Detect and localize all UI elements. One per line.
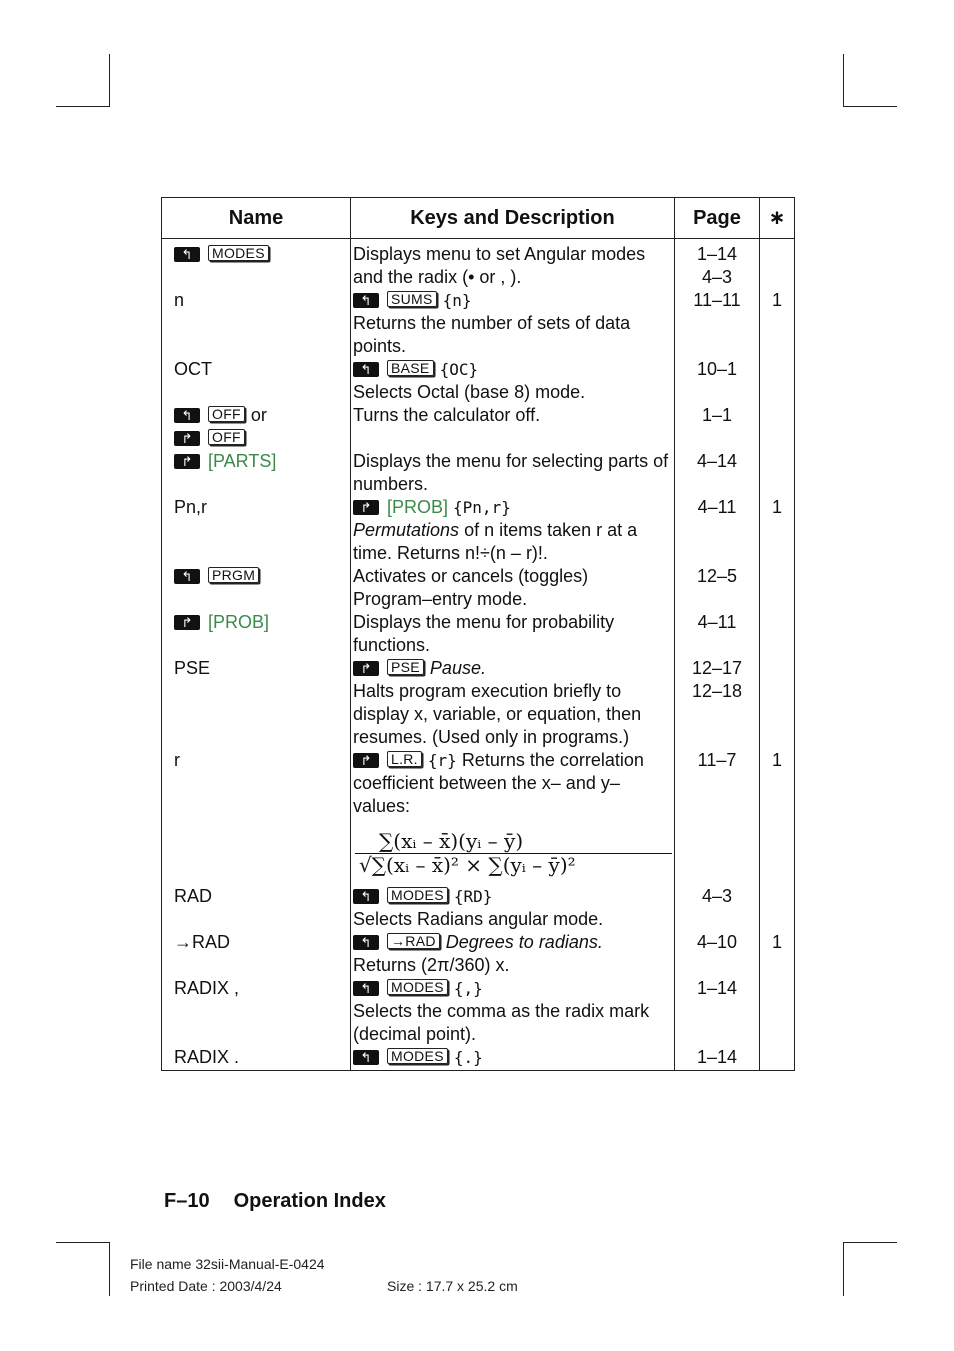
left-shift-key-icon: ↰ xyxy=(353,293,379,308)
page-cell: 1–14 xyxy=(675,1046,760,1071)
star-cell xyxy=(760,450,795,496)
table-row xyxy=(162,358,795,404)
modes-key: MODES xyxy=(387,887,448,903)
star-cell xyxy=(760,565,795,611)
correlation-formula xyxy=(355,830,672,877)
page-cell: 4–3 xyxy=(675,885,760,931)
menu-item: {.} xyxy=(453,1048,483,1067)
star-cell: 1 xyxy=(760,496,795,565)
modes-key: MODES xyxy=(387,979,448,995)
star-cell: 1 xyxy=(760,289,795,358)
crop-mark xyxy=(843,54,844,106)
prob-menu-label: [PROB] xyxy=(208,612,270,632)
italic-term: Degrees to radians. xyxy=(445,932,603,952)
menu-item: {OC} xyxy=(439,360,479,379)
page-footer-title xyxy=(164,1190,386,1213)
right-shift-key-icon: ↱ xyxy=(353,661,379,676)
name-header: Name xyxy=(162,198,351,239)
table-row xyxy=(162,496,795,565)
table-row xyxy=(162,931,795,977)
description-cell: Displays menu to set Angular modes and the radix (• or , ). xyxy=(351,239,675,290)
star-cell xyxy=(760,885,795,931)
page-cell: 4–14 xyxy=(675,450,760,496)
right-shift-key-icon: ↱ xyxy=(353,753,379,768)
description-cell xyxy=(351,1046,675,1071)
prob-menu-label: [PROB] xyxy=(387,497,449,517)
description-cell xyxy=(351,977,675,1046)
description-cell xyxy=(351,749,675,885)
size-text: Size : 17.7 x 25.2 cm xyxy=(387,1278,518,1294)
description-text: Returns the number of sets of data points. xyxy=(353,313,631,356)
star-cell xyxy=(760,1046,795,1071)
table-row xyxy=(162,657,795,749)
right-shift-key-icon: ↱ xyxy=(174,454,200,469)
page-cell: 10–1 xyxy=(675,358,760,404)
description-text: Halts program execution briefly to display x, variable, or equation, then resumes. (Used only in programs.) xyxy=(353,681,642,747)
name-cell xyxy=(162,404,351,450)
operation-index-table xyxy=(161,197,795,1071)
name-cell: Pn,r xyxy=(162,496,351,565)
page-ref: 4–3 xyxy=(701,267,733,287)
description-cell xyxy=(351,657,675,749)
menu-item: {Pn,r} xyxy=(453,498,511,517)
keys-description-header: Keys and Description xyxy=(351,198,675,239)
crop-mark xyxy=(109,54,110,106)
sums-key: SUMS xyxy=(387,291,437,307)
description-cell: Turns the calculator off. xyxy=(351,404,675,450)
description-cell: Activates or cancels (toggles) Program–entry mode. xyxy=(351,565,675,611)
name-cell: OCT xyxy=(162,358,351,404)
description-cell xyxy=(351,358,675,404)
left-shift-key-icon: ↰ xyxy=(353,889,379,904)
table-row xyxy=(162,289,795,358)
description-text: Selects Radians angular mode. xyxy=(353,909,604,929)
page-ref: 1–14 xyxy=(696,244,738,264)
page-cell: 11–7 xyxy=(675,749,760,885)
table-row xyxy=(162,885,795,931)
crop-mark xyxy=(56,1242,110,1243)
section-title: Operation Index xyxy=(233,1190,386,1212)
description-text: Returns the correlation coefficient between the x– and y–values: xyxy=(353,750,644,816)
table-row xyxy=(162,749,795,885)
name-cell xyxy=(162,239,351,290)
description-cell: Displays the menu for probability functions. xyxy=(351,611,675,657)
left-shift-key-icon: ↰ xyxy=(353,935,379,950)
table-row xyxy=(162,239,795,290)
table-row xyxy=(162,977,795,1046)
description-text: Selects the comma as the radix mark (decimal point). xyxy=(353,1001,650,1044)
table-row xyxy=(162,565,795,611)
crop-mark xyxy=(56,106,110,107)
name-cell: RADIX , xyxy=(162,977,351,1046)
star-cell xyxy=(760,239,795,290)
left-shift-key-icon: ↰ xyxy=(174,569,200,584)
page-cell: 11–11 xyxy=(675,289,760,358)
menu-item: {n} xyxy=(442,291,472,310)
to-rad-key: →RAD xyxy=(387,933,440,949)
printed-date-text: Printed Date : 2003/4/24 xyxy=(130,1278,282,1294)
crop-mark xyxy=(843,1242,844,1296)
description-cell xyxy=(351,931,675,977)
menu-item: {RD} xyxy=(453,887,493,906)
off-key: OFF xyxy=(208,429,245,445)
formula-denominator: √∑(xᵢ – x̄)² × ∑(yᵢ – ȳ)² xyxy=(359,853,576,877)
page-cell: 4–11 xyxy=(675,496,760,565)
left-shift-key-icon: ↰ xyxy=(353,362,379,377)
star-cell: 1 xyxy=(760,749,795,885)
star-cell xyxy=(760,404,795,450)
page-header: Page xyxy=(675,198,760,239)
star-cell: 1 xyxy=(760,931,795,977)
left-shift-key-icon: ↰ xyxy=(174,408,200,423)
or-text: or xyxy=(250,405,267,425)
menu-item: {,} xyxy=(453,979,483,998)
name-cell: n xyxy=(162,289,351,358)
name-cell: RAD xyxy=(162,885,351,931)
lr-key: L.R. xyxy=(387,751,422,767)
left-shift-key-icon: ↰ xyxy=(174,247,200,262)
table-row xyxy=(162,404,795,450)
italic-term: Permutations xyxy=(353,520,460,540)
right-shift-key-icon: ↱ xyxy=(353,500,379,515)
star-cell xyxy=(760,657,795,749)
page-cell: 4–11 xyxy=(675,611,760,657)
description-cell xyxy=(351,289,675,358)
description-text: of n items taken r at a time. Returns n!÷(n – r)!. xyxy=(353,520,638,563)
formula-numerator: ∑(xᵢ – x̄)(yᵢ – ȳ) xyxy=(355,830,672,854)
description-cell xyxy=(351,885,675,931)
file-name-text: File name 32sii-Manual-E-0424 xyxy=(130,1256,325,1272)
off-key: OFF xyxy=(208,406,245,422)
page-cell xyxy=(675,657,760,749)
crop-mark xyxy=(843,1242,897,1243)
left-shift-key-icon: ↰ xyxy=(353,1050,379,1065)
description-cell: Displays the menu for selecting parts of numbers. xyxy=(351,450,675,496)
name-cell xyxy=(162,611,351,657)
star-cell xyxy=(760,358,795,404)
name-cell xyxy=(162,450,351,496)
name-cell: r xyxy=(162,749,351,885)
page-cell: 4–10 xyxy=(675,931,760,977)
right-shift-key-icon: ↱ xyxy=(174,431,200,446)
description-text: Selects Octal (base 8) mode. xyxy=(353,382,586,402)
base-key: BASE xyxy=(387,360,434,376)
page-ref: 12–18 xyxy=(691,681,743,701)
name-cell: RADIX . xyxy=(162,1046,351,1071)
star-header: ∗ xyxy=(760,198,795,239)
italic-term: Pause. xyxy=(429,658,486,678)
description-cell xyxy=(351,496,675,565)
star-cell xyxy=(760,977,795,1046)
crop-mark xyxy=(843,106,897,107)
section-number: F–10 xyxy=(164,1190,210,1212)
modes-key: MODES xyxy=(208,245,269,261)
pse-key: PSE xyxy=(387,659,424,675)
star-cell xyxy=(760,611,795,657)
page-cell: 1–14 xyxy=(675,977,760,1046)
parts-menu-label: [PARTS] xyxy=(208,451,277,471)
menu-item: {r} xyxy=(427,751,457,770)
page-ref: 12–17 xyxy=(691,658,743,678)
table-row xyxy=(162,611,795,657)
name-cell xyxy=(162,565,351,611)
crop-mark xyxy=(109,1242,110,1296)
left-shift-key-icon: ↰ xyxy=(353,981,379,996)
right-shift-key-icon: ↱ xyxy=(174,615,200,630)
table-row xyxy=(162,1046,795,1071)
table-header-row xyxy=(162,198,795,239)
name-cell: →RAD xyxy=(162,931,351,977)
description-text: Returns (2π/360) x. xyxy=(353,955,510,975)
table-row xyxy=(162,450,795,496)
page-cell: 12–5 xyxy=(675,565,760,611)
prgm-key: PRGM xyxy=(208,567,259,583)
modes-key: MODES xyxy=(387,1048,448,1064)
page-cell xyxy=(675,239,760,290)
name-cell: PSE xyxy=(162,657,351,749)
page-cell: 1–1 xyxy=(675,404,760,450)
